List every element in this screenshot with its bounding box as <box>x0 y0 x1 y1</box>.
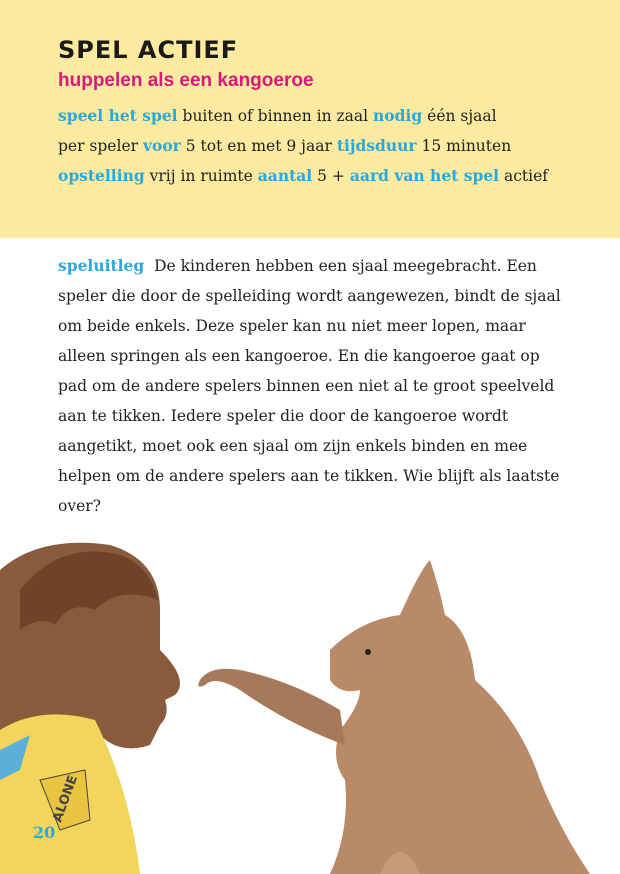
meta-label-aard: aard van het spel <box>349 166 500 185</box>
page-title: SPEL ACTIEF <box>58 36 239 64</box>
boy-and-kangaroo-illustration <box>0 530 620 874</box>
meta-value-aard: actief <box>504 167 549 185</box>
explanation-text: De kinderen hebben een sjaal meegebracht. Een speler die door de spelleiding wordt aangewezen, bindt de sjaal om beide enkels. Deze speler kan nu niet meer lopen, maar alleen springen als een kangoeroe. En die kangoeroe gaat op pad om de andere spelers binnen een niet al te groot speelveld aan te tikken. Iedere speler die door de kangoeroe wordt aangetikt, moet ook een sjaal om zijn enkels binden en mee helpen om de andere spelers aan te tikken. Wie blijft als laatste over? <box>58 257 561 515</box>
meta-value-opstelling: vrij in ruimte <box>149 167 253 185</box>
meta-value-nodig-1: één sjaal <box>427 107 497 125</box>
game-explanation <box>58 251 563 521</box>
meta-value-nodig-2: per speler <box>58 137 139 155</box>
meta-value-aantal: 5 + <box>317 167 345 185</box>
meta-value-tijdsduur: 15 minuten <box>421 137 512 155</box>
meta-label-tijdsduur: tijdsduur <box>336 136 417 155</box>
game-meta <box>58 101 578 191</box>
game-subtitle: huppelen als een kangoeroe <box>58 70 314 91</box>
meta-label-opstelling: opstelling <box>58 166 145 185</box>
meta-label-spel: speel het spel <box>58 106 178 125</box>
meta-value-spel: buiten of binnen in zaal <box>182 107 369 125</box>
meta-label-voor: voor <box>142 136 181 155</box>
svg-text:ALONE: ALONE <box>50 773 82 825</box>
explanation-label: speluitleg <box>58 256 145 275</box>
page-number: 20 <box>33 823 56 842</box>
meta-label-aantal: aantal <box>257 166 313 185</box>
header-panel <box>0 0 620 238</box>
kangaroo-illustration <box>198 560 590 874</box>
meta-label-nodig: nodig <box>373 106 423 125</box>
boy-illustration <box>0 543 180 874</box>
meta-value-voor: 5 tot en met 9 jaar <box>185 137 332 155</box>
